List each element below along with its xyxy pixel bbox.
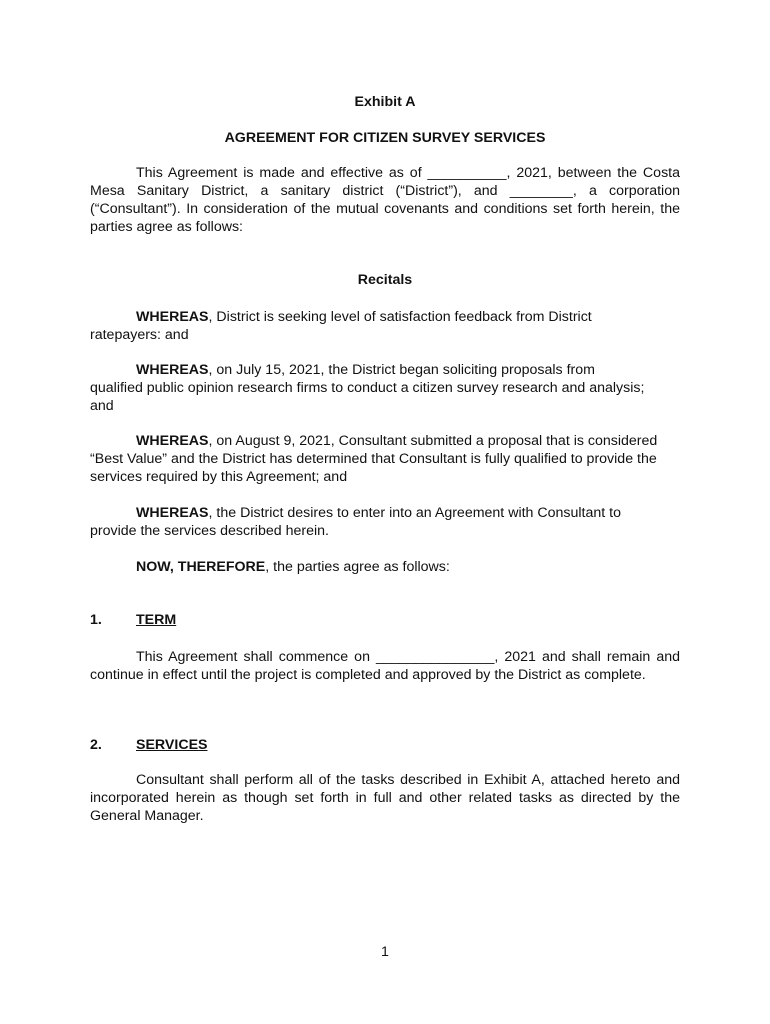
recital-4 — [90, 504, 664, 540]
recital-text: , District is seeking level of satisfaction feedback from District ratepayers: and — [90, 309, 592, 343]
section-body-services: Consultant shall perform all of the tasks described in Exhibit A, attached hereto and incorporated herein as though set forth in full and other related tasks as directed by the General Manager. — [90, 772, 680, 824]
exhibit-label: Exhibit A — [354, 94, 416, 110]
page-number: 1 — [381, 944, 389, 960]
recital-text: , on July 15, 2021, the District began soliciting proposals from qualified public opinion research firms to conduct a citizen survey research and analysis; and — [90, 362, 645, 414]
intro-paragraph: This Agreement is made and effective as of __________, 2021, between the Costa Mesa Sanitary District, a sanitary district (“District”), and ________, a corporation (“Consultant”). In consideration of the mutual covenants and conditions set forth herein, the parties agree as follows: — [90, 165, 680, 235]
recital-text: , the District desires to enter into an Agreement with Consultant to provide the services described herein. — [90, 505, 621, 539]
section-heading-services — [90, 737, 208, 753]
recital-lead: NOW, THEREFORE — [136, 559, 266, 575]
document-title: AGREEMENT FOR CITIZEN SURVEY SERVICES — [224, 130, 546, 146]
recital-3 — [90, 432, 680, 486]
recital-1 — [90, 308, 650, 344]
recital-5 — [90, 558, 680, 576]
recital-lead: WHEREAS — [136, 433, 209, 449]
section-title: TERM — [136, 612, 177, 628]
recital-text: , on August 9, 2021, Consultant submitted a proposal that is considered “Best Value” and the District has determined that Consultant is fully qualified to provide the services required by this Agreement; and — [90, 433, 658, 485]
section-number: 2. — [90, 737, 102, 753]
recitals-heading: Recitals — [357, 272, 413, 288]
recital-2 — [90, 361, 650, 415]
section-number: 1. — [90, 612, 102, 628]
recital-lead: WHEREAS — [136, 309, 209, 325]
section-heading-term — [90, 612, 176, 628]
recital-lead: WHEREAS — [136, 362, 209, 378]
section-body-term: This Agreement shall commence on _______________, 2021 and shall remain and continue in effect until the project is completed and approved by the District as complete. — [90, 649, 680, 683]
section-title: SERVICES — [136, 737, 208, 753]
recital-text: , the parties agree as follows: — [265, 559, 450, 575]
recital-lead: WHEREAS — [136, 505, 209, 521]
